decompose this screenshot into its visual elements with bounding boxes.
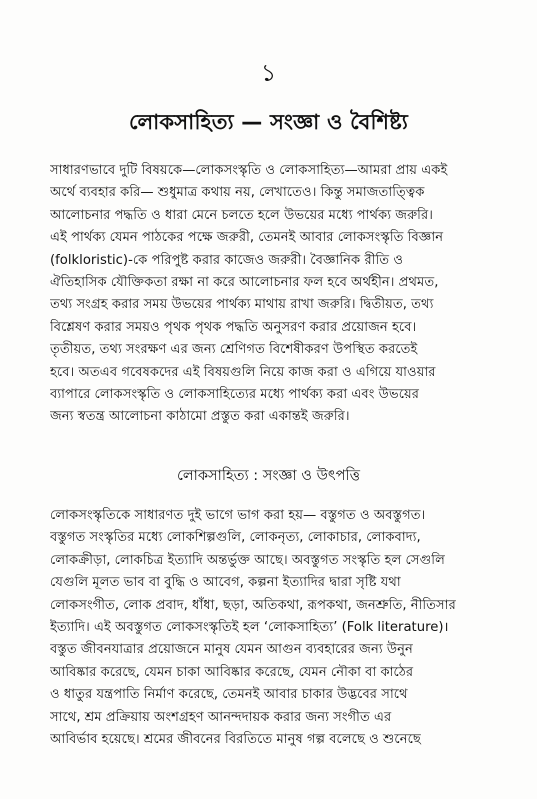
paragraph-line: আবিষ্কার করেছে, যেমন চাকা আবিষ্কার করেছে, যেমন নৌকা বা কাঠের (50, 664, 414, 680)
paragraph-line: ঐতিহাসিক যৌক্তিকতা রক্ষা না করে আলোচনার ফল হবে অর্থহীন। প্রথমত, (50, 275, 439, 291)
paragraph-line: অর্থে ব্যবহার করি— শুধুমাত্র কথায় নয়, লেখাতেও। কিন্তু সমাজতাত্ত্বিক (50, 185, 425, 201)
paragraph-line: বস্তুগত সংস্কৃতির মধ্যে লোকশিল্পগুলি, লোকনৃত্য, লোকাচার, লোকবাদ্য, (50, 530, 421, 546)
paragraph-line: সাথে, শ্রম প্রক্রিয়ায় অংশগ্রহণ আনন্দদায়ক করার জন্য সংগীত এর (50, 709, 392, 725)
paragraph-line: এই পার্থক্য যেমন পাঠকের পক্ষে জরুরী, তেমনই আবার লোকসংস্কৃতি বিজ্ঞান (50, 230, 444, 246)
chapter-number: ১ (260, 59, 277, 87)
paragraph-line: বস্তুত জীবনযাত্রার প্রয়োজনে মানুষ যেমন আগুন ব্যবহারের জন্য উনুন (50, 642, 413, 658)
paragraph-line: (folkloristic)-কে পরিপুষ্ট করার কাজেও জরুরী। বৈজ্ঞানিক রীতি ও (50, 252, 404, 268)
paragraph-line: জন্য স্বতন্ত্র আলোচনা কাঠামো প্রস্তুত করা একান্তই জরুরি। (50, 409, 350, 425)
paragraph-line: ব্যাপারে লোকসংস্কৃতি ও লোকসাহিত্যের মধ্যে পার্থক্য করা এবং উভয়ের (50, 387, 420, 403)
paragraph-line: সাধারণভাবে দুটি বিষয়কে—লোকসংস্কৃতি ও লোকসাহিত্য—আমরা প্রায় একই (50, 163, 448, 178)
paragraph-line: যেগুলি মূলত ভাব বা বুদ্ধি ও আবেগ, কল্পনা ইত্যাদির দ্বারা সৃষ্টি যথা (50, 575, 401, 591)
chapter-title: লোকসাহিত্য — সংজ্ঞা ও বৈশিষ্ট্য (128, 110, 409, 134)
paragraph-line: তৃতীয়ত, তথ্য সংরক্ষণ এর জন্য শ্রেণিগত বিশেষীকরণ উপস্থিত করতেই (50, 342, 418, 358)
paragraph-line: লোকসংস্কৃতিকে সাধারণত দুই ভাগে ভাগ করা হয়— বস্তুগত ও অবস্তুগত। (50, 508, 426, 523)
paragraph-line: লোকক্রীড়া, লোকচিত্র ইত্যাদি অন্তর্ভুক্ত আছে। অবস্তুগত সংস্কৃতি হল সেগুলি (50, 552, 445, 568)
intro-paragraph (50, 160, 505, 429)
paragraph-line: আলোচনার পদ্ধতি ও ধারা মেনে চলতে হলে উভয়ের মধ্যে পার্থক্য জরুরি। (50, 207, 433, 223)
section-heading: লোকসাহিত্য : সংজ্ঞা ও উৎপত্তি (177, 468, 360, 484)
paragraph-line: হবে। অতএব গবেষকদের এই বিষয়গুলি নিয়ে কাজ করা ও এগিয়ে যাওয়ার (50, 364, 436, 380)
paragraph-line: বিশ্লেষণ করার সময়ও পৃথক পৃথক পদ্ধতি অনুসরণ করার প্রয়োজন হবে। (50, 319, 417, 335)
definition-paragraph (50, 505, 505, 751)
paragraph-line: লোকসংগীত, লোক প্রবাদ, ধাঁধা, ছড়া, অতিকথা, রূপকথা, জনশ্রুতি, নীতিসার (50, 597, 456, 613)
paragraph-line: ও ধাতুর যন্ত্রপাতি নির্মাণ করেছে, তেমনই আবার চাকার উদ্ভবের সাথে (50, 687, 408, 703)
paragraph-line: ইত্যাদি। এই অবস্তুগত লোকসংস্কৃতিই হল ‘লোকসাহিত্য’ (Folk literature)। (50, 620, 449, 636)
paragraph-line: তথ্য সংগ্রহ করার সময় উভয়ের পার্থক্য মাথায় রাখা জরুরি। দ্বিতীয়ত, তথ্য (50, 297, 434, 313)
paragraph-line: আবির্ভাব হয়েছে। শ্রমের জীবনের বিরতিতে মানুষ গল্প বলেছে ও শুনেছে (50, 732, 421, 748)
